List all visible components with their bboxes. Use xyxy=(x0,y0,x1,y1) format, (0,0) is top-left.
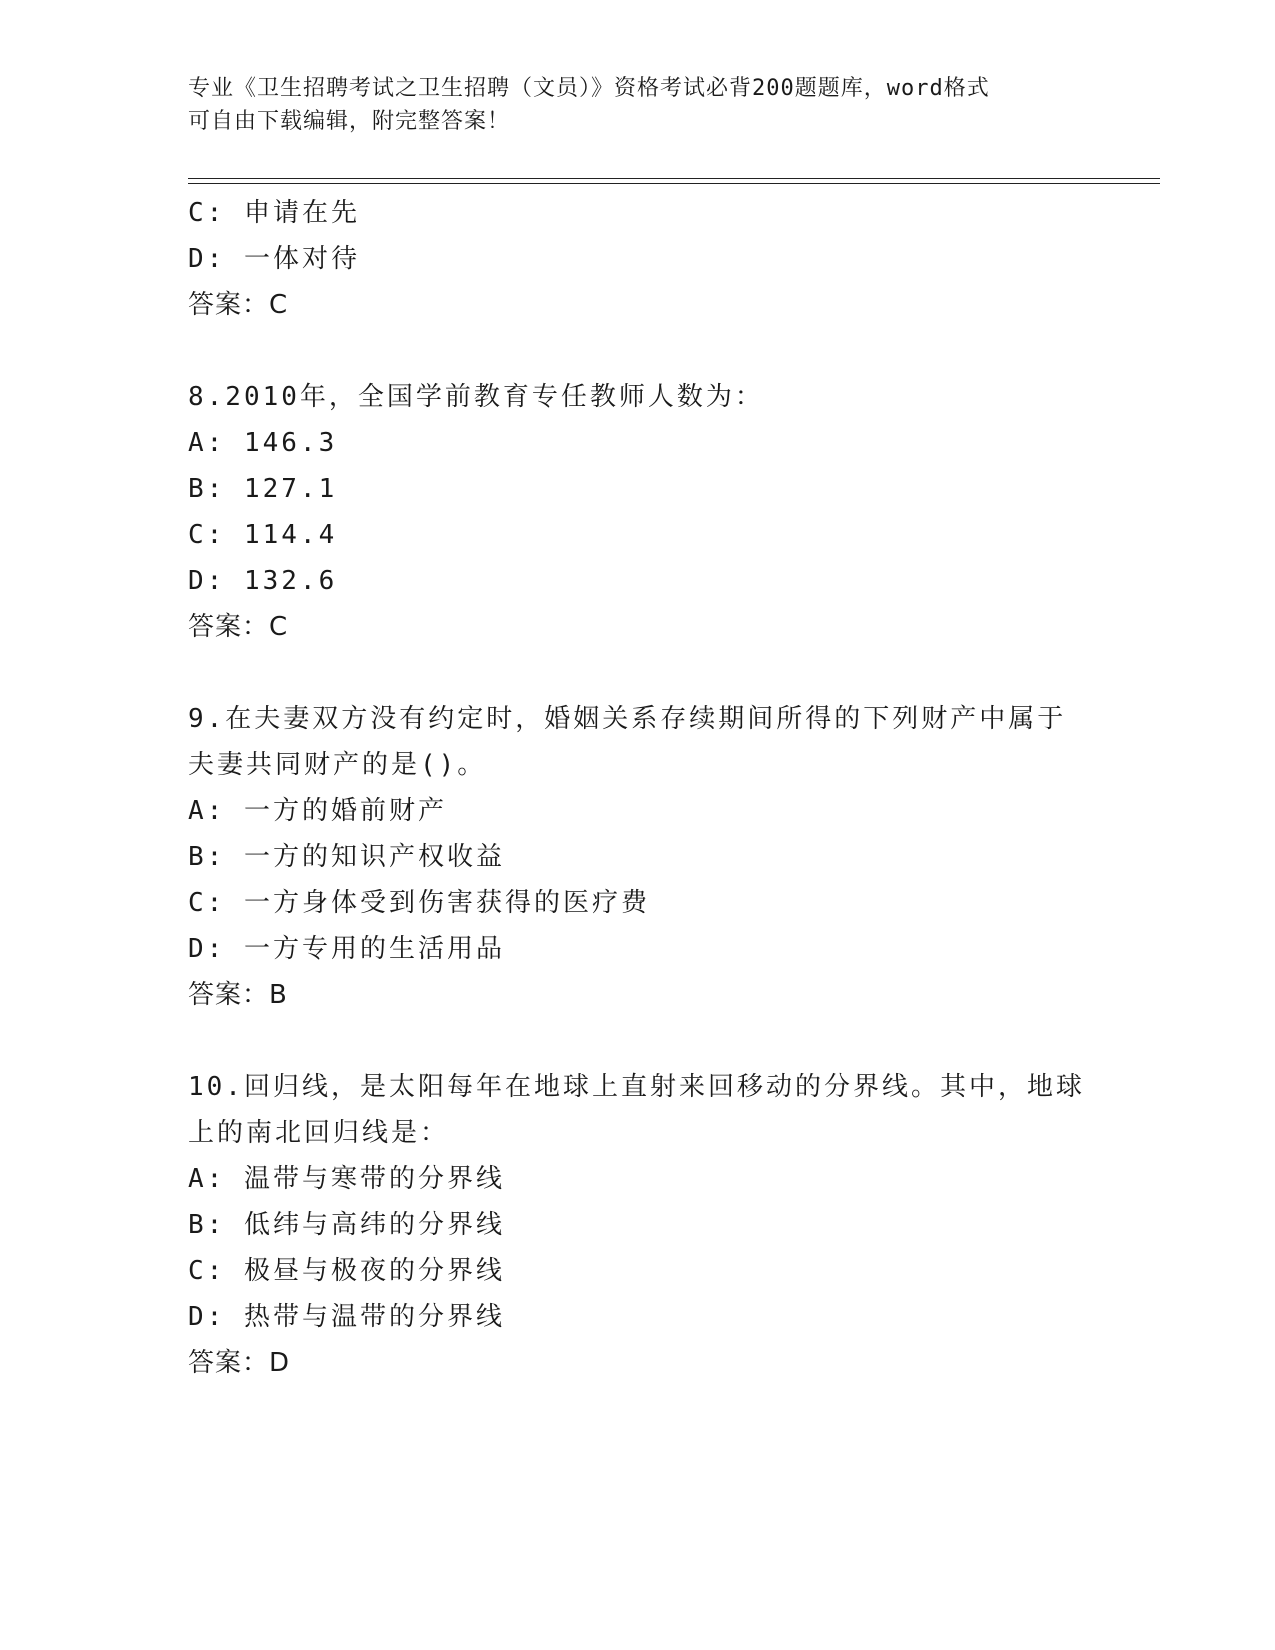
option-d: D: 132.6 xyxy=(188,566,338,596)
option-b: B: 一方的知识产权收益 xyxy=(188,842,505,872)
option-c: C: 114.4 xyxy=(188,520,338,550)
question-title-line-1: 9.在夫妻双方没有约定时，婚姻关系存续期间所得的下列财产中属于 xyxy=(188,704,1067,734)
option-b: B: 127.1 xyxy=(188,474,338,504)
header-rule-top xyxy=(188,178,1160,179)
option-a: A: 一方的婚前财产 xyxy=(188,796,447,826)
option-b: B: 低纬与高纬的分界线 xyxy=(188,1210,505,1240)
header-line-2: 可自由下载编辑，附完整答案！ xyxy=(188,109,511,134)
answer-line: 答案：D xyxy=(188,1348,291,1378)
question-title: 8.2010年，全国学前教育专任教师人数为： xyxy=(188,382,764,412)
option-d: D: 一方专用的生活用品 xyxy=(188,934,505,964)
option-a: A: 146.3 xyxy=(188,428,338,458)
answer-line: 答案：C xyxy=(188,290,289,320)
answer-line: 答案：C xyxy=(188,612,289,642)
question-title-line-2: 夫妻共同财产的是()。 xyxy=(188,750,487,780)
option-d: D: 一体对待 xyxy=(188,244,360,274)
option-c: C: 一方身体受到伤害获得的医疗费 xyxy=(188,888,650,918)
question-content xyxy=(188,190,1088,1386)
question-10 xyxy=(188,1064,1088,1386)
question-7-tail xyxy=(188,190,1088,328)
question-8 xyxy=(188,374,1088,650)
question-9 xyxy=(188,696,1088,1018)
question-title-line-1: 10.回归线，是太阳每年在地球上直射来回移动的分界线。其中，地球 xyxy=(188,1072,1085,1102)
header-line-1: 专业《卫生招聘考试之卫生招聘（文员）》资格考试必背200题题库，word格式 xyxy=(188,76,990,101)
option-c: C: 极昼与极夜的分界线 xyxy=(188,1256,505,1286)
option-c: C: 申请在先 xyxy=(188,198,360,228)
answer-line: 答案：B xyxy=(188,980,288,1010)
header-rule-bottom xyxy=(188,183,1160,184)
option-d: D: 热带与温带的分界线 xyxy=(188,1302,505,1332)
option-a: A: 温带与寒带的分界线 xyxy=(188,1164,505,1194)
question-title-line-2: 上的南北回归线是： xyxy=(188,1118,450,1148)
document-header xyxy=(188,72,1068,138)
